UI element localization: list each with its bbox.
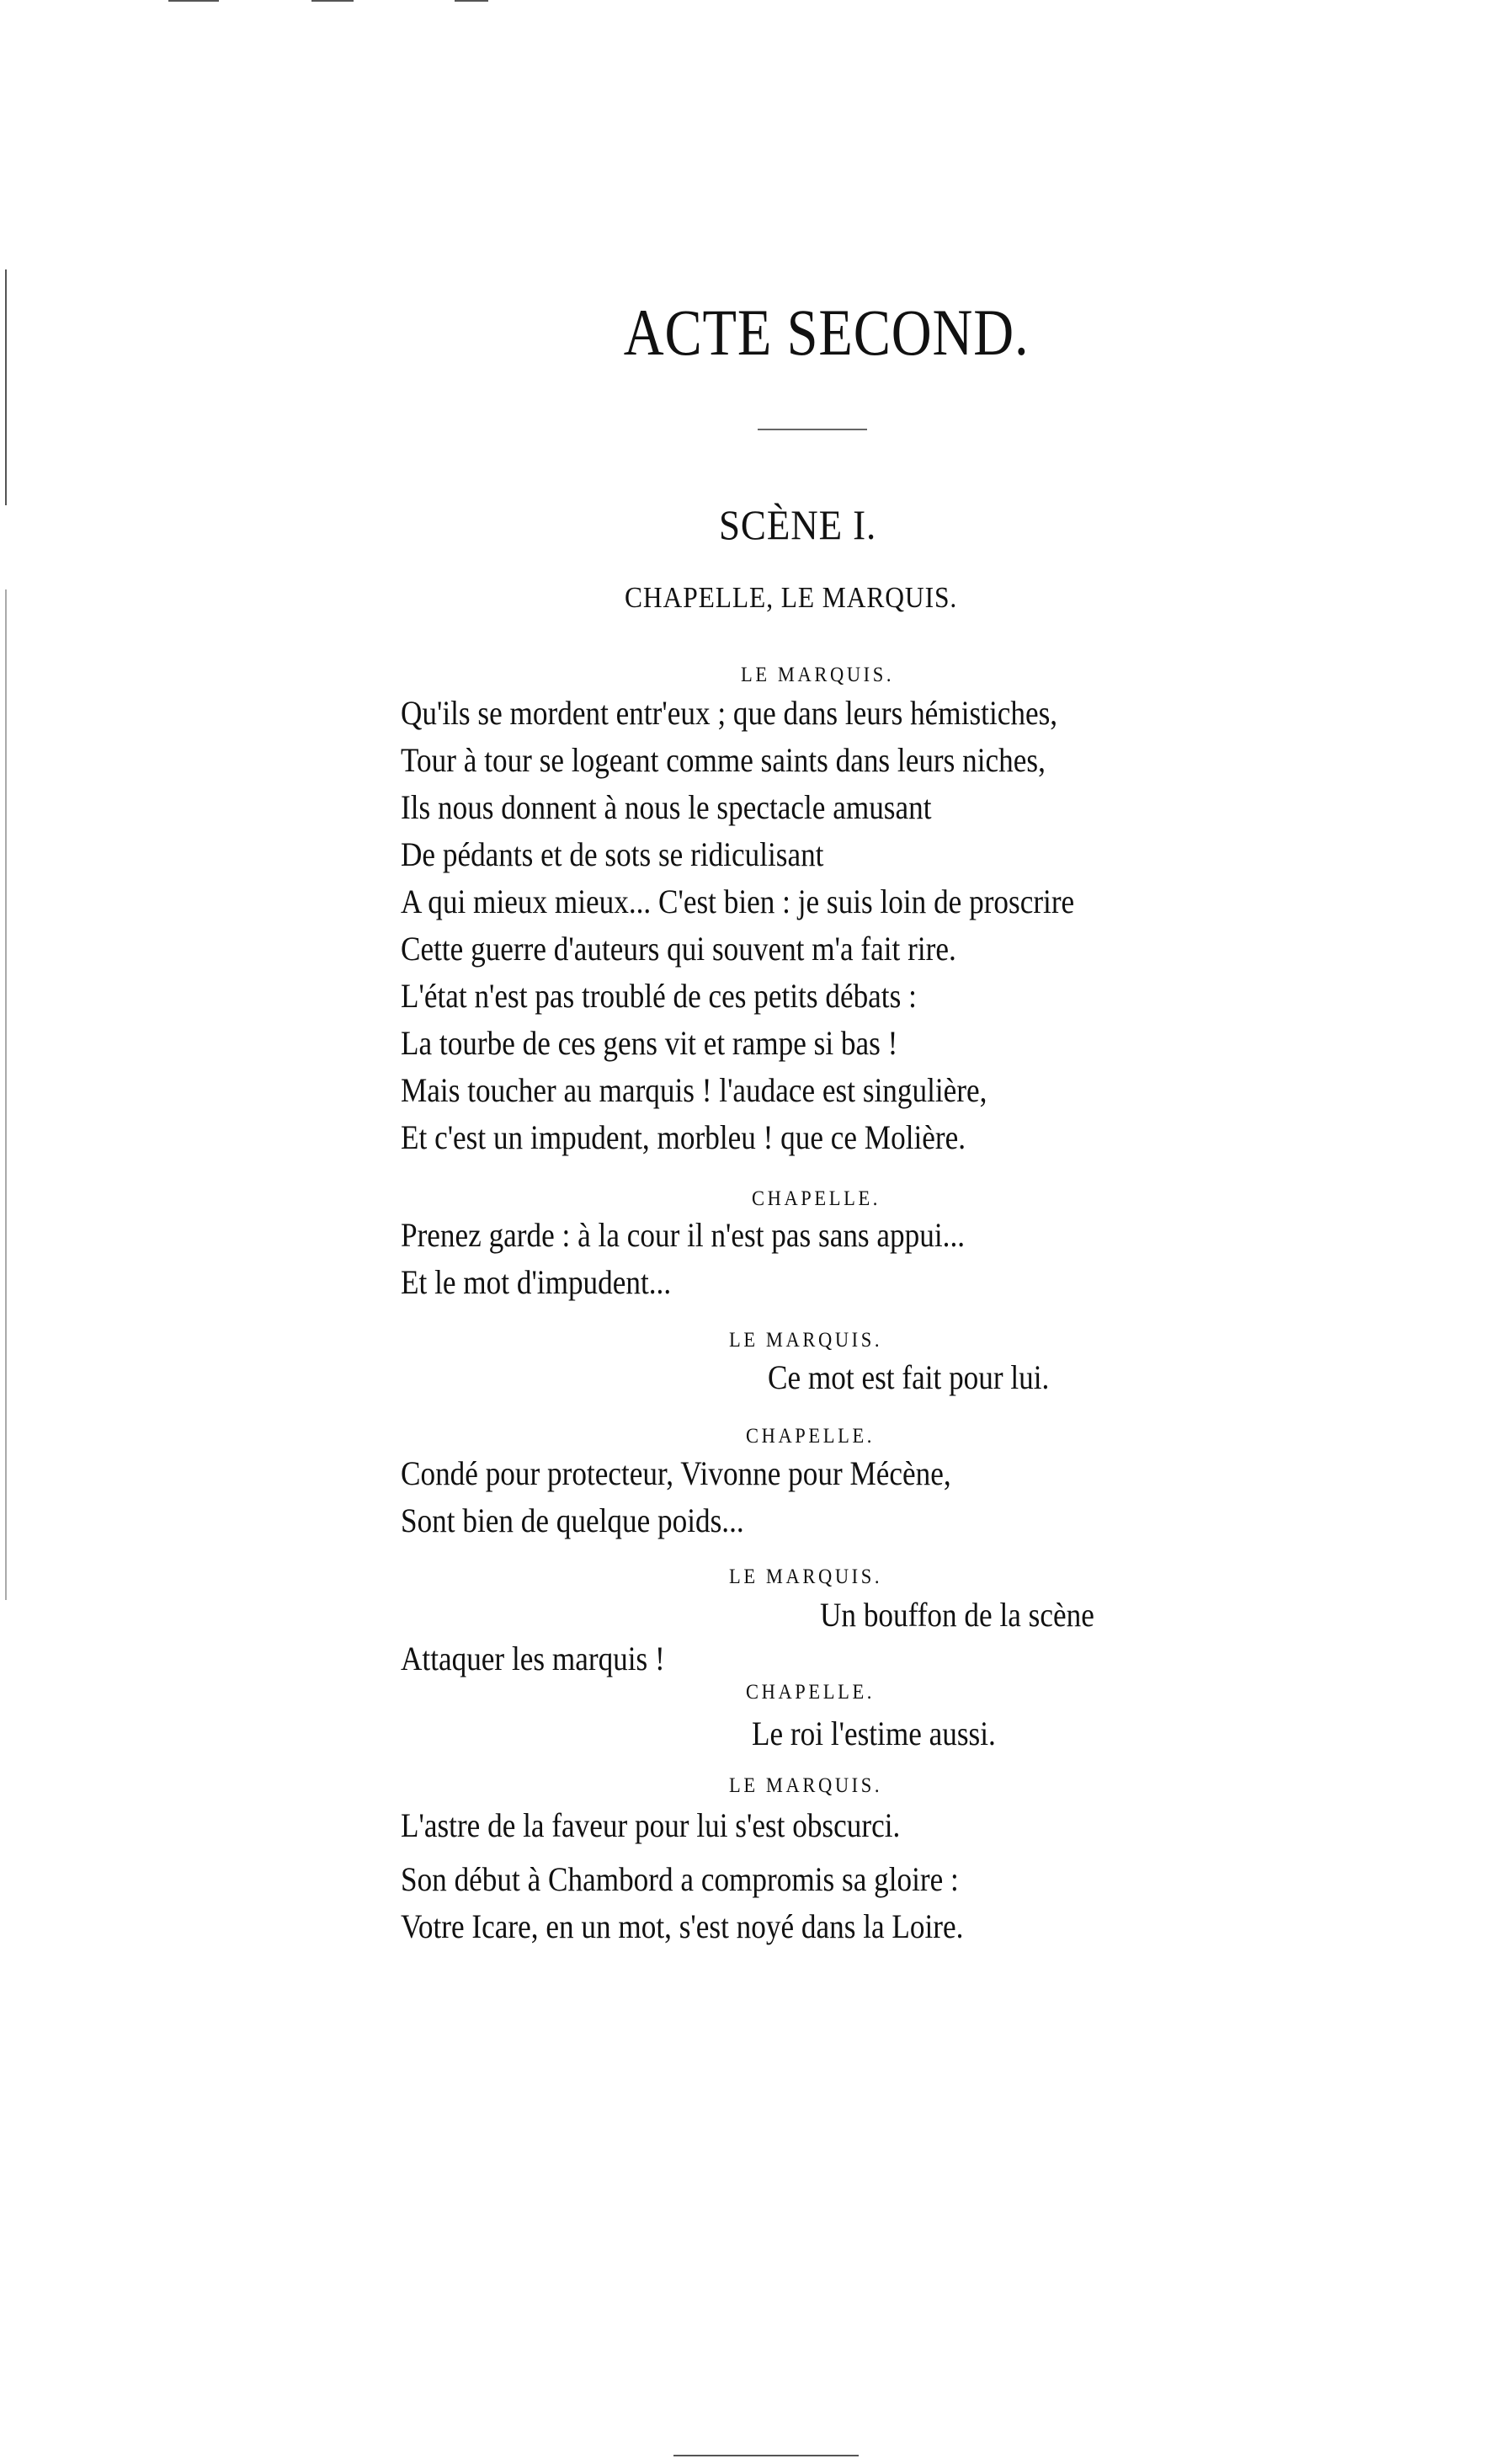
verse-line: Sont bien de quelque poids... [401,1501,744,1539]
scan-mark-left [5,589,7,1600]
verse-line: Tour à tour se logeant comme saints dans leurs niches, [401,741,1046,779]
speaker-label: CHAPELLE. [746,1425,876,1448]
speaker-label: LE MARQUIS. [729,1329,883,1352]
scene-title: SCÈNE I. [719,501,877,548]
verse-line: Et c'est un impudent, morbleu ! que ce Molière. [401,1118,966,1156]
verse-line: L'astre de la faveur pour lui s'est obscurci. [401,1806,901,1844]
scan-mark-top [311,0,354,2]
scan-mark-top [455,0,488,2]
speaker-label: LE MARQUIS. [729,1565,883,1588]
verse-line: L'état n'est pas troublé de ces petits débats : [401,977,917,1015]
speaker-label: CHAPELLE. [752,1187,881,1210]
speaker-label: CHAPELLE. [746,1681,876,1704]
speaker-label: LE MARQUIS. [729,1774,883,1797]
act-title: ACTE SECOND. [623,296,1030,369]
verse-line: Ce mot est fait pour lui. [768,1358,1050,1396]
verse-line: Qu'ils se mordent entr'eux ; que dans leurs hémistiches, [401,694,1058,732]
scan-mark-bottom [673,2455,859,2456]
scan-mark-top [168,0,219,2]
character-list: CHAPELLE, LE MARQUIS. [625,581,958,614]
verse-line: Son début à Chambord a compromis sa gloire : [401,1860,959,1898]
verse-line: Prenez garde : à la cour il n'est pas sans appui... [401,1216,966,1254]
verse-line: Votre Icare, en un mot, s'est noyé dans la Loire. [401,1907,964,1945]
verse-line: Un bouffon de la scène [820,1596,1094,1634]
verse-line: A qui mieux mieux... C'est bien : je suis loin de proscrire [401,883,1075,920]
verse-line: Ils nous donnent à nous le spectacle amusant [401,788,932,826]
verse-line: Attaquer les marquis ! [401,1640,665,1677]
verse-line: Le roi l'estime aussi. [752,1715,996,1752]
speaker-label: LE MARQUIS. [741,664,895,686]
verse-line: Mais toucher au marquis ! l'audace est singulière, [401,1071,987,1109]
title-divider [758,429,867,430]
verse-line: La tourbe de ces gens vit et rampe si bas ! [401,1024,898,1062]
scan-mark-left [5,269,7,505]
verse-line: Et le mot d'impudent... [401,1263,672,1301]
verse-line: Condé pour protecteur, Vivonne pour Mécène, [401,1454,951,1492]
verse-line: De pédants et de sots se ridiculisant [401,835,824,873]
verse-line: Cette guerre d'auteurs qui souvent m'a fait rire. [401,930,956,968]
